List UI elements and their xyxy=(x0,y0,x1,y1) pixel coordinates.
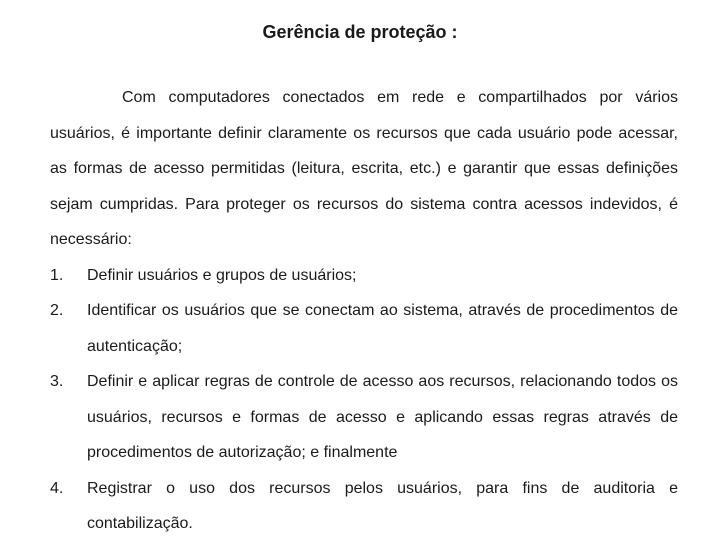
list-item-text: Definir usuários e grupos de usuários; xyxy=(87,266,357,284)
list-item-number: 1. xyxy=(50,266,64,284)
list-item-text: Registrar o uso dos recursos pelos usuários, para fins de auditoria e contabilização. xyxy=(87,479,678,532)
slide-title-text: Gerência de proteção : xyxy=(262,22,458,42)
list-item-text: Definir e aplicar regras de controle de acesso aos recursos, relacionando todos os usuários, recursos e formas de acesso e aplicando essas regras através de procedimentos de autorização; e finalmente xyxy=(87,373,678,461)
slide-body xyxy=(50,80,678,542)
list-item-number: 4. xyxy=(50,479,64,497)
list-item xyxy=(50,364,678,471)
list-item xyxy=(50,258,678,294)
intro-paragraph: Com computadores conectados em rede e compartilhados por vários usuários, é importante definir claramente os recursos que cada usuário pode acessar, as formas de acesso permitidas (leitura, escrita, etc.) e garantir que essas definições sejam cumpridas. Para proteger os recursos do sistema contra acessos indevidos, é necessário: xyxy=(50,89,678,248)
requirements-list xyxy=(50,258,678,542)
list-item-number: 2. xyxy=(50,302,64,319)
list-item-text: Identificar os usuários que se conectam ao sistema, através de procedimentos de autenticação; xyxy=(87,302,678,355)
slide-title xyxy=(0,20,720,44)
list-item-number: 3. xyxy=(50,373,64,390)
list-item xyxy=(50,293,678,364)
list-item xyxy=(50,471,678,542)
